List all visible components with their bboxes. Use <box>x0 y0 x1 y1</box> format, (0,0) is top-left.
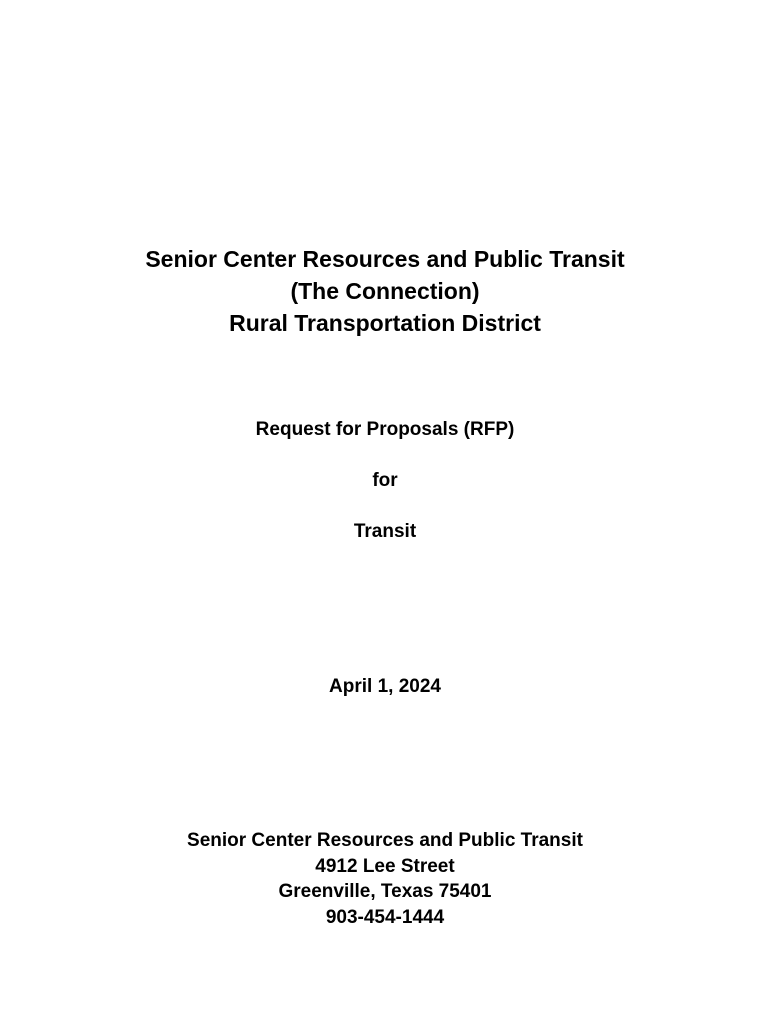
address-street: 4912 Lee Street <box>315 856 455 877</box>
address-city-state-zip: Greenville, Texas 75401 <box>278 881 492 902</box>
title-line-district: Rural Transportation District <box>229 310 541 336</box>
title-line-organization: Senior Center Resources and Public Transit <box>145 246 625 272</box>
rfp-for-label: for <box>372 470 398 491</box>
rfp-subject: Transit <box>353 521 417 542</box>
rfp-heading: Request for Proposals (RFP) <box>255 419 515 440</box>
address-phone: 903-454-1444 <box>325 907 445 928</box>
address-organization: Senior Center Resources and Public Transit <box>187 830 583 851</box>
document-date: April 1, 2024 <box>329 676 441 697</box>
title-line-connection: (The Connection) <box>290 278 480 304</box>
